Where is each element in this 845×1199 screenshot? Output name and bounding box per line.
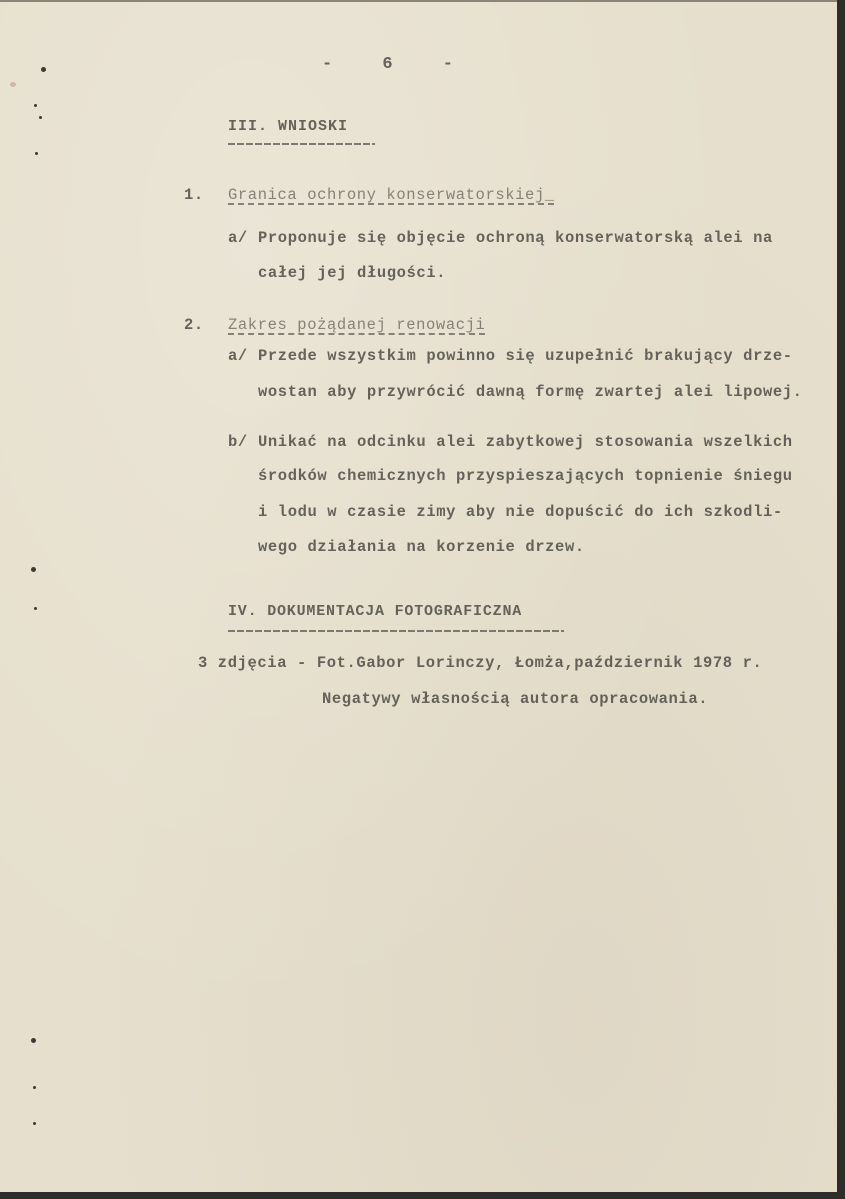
heading-underline bbox=[228, 143, 375, 145]
margin-mark bbox=[35, 152, 38, 155]
photo-documentation-line: Negatywy własnością autora opracowania. bbox=[322, 690, 709, 708]
page-number: - 6 - bbox=[322, 55, 474, 74]
point-text-line: wostan aby przywrócić dawną formę zwartej alei lipowej. bbox=[258, 383, 803, 401]
point-text-line: całej jej długości. bbox=[258, 264, 447, 282]
heading-underline bbox=[228, 630, 564, 632]
point-text-line: wego działania na korzenie drzew. bbox=[258, 538, 585, 556]
point-text-line: i lodu w czasie zimy aby nie dopuścić do ich szkodli- bbox=[258, 503, 783, 521]
margin-mark bbox=[33, 1086, 36, 1089]
point-text-line: środków chemicznych przyspieszających topnienie śniegu bbox=[258, 467, 793, 485]
margin-stain bbox=[10, 82, 16, 87]
margin-mark bbox=[31, 567, 36, 572]
margin-mark bbox=[33, 1122, 36, 1125]
item-number: 1. bbox=[184, 186, 204, 204]
margin-mark bbox=[34, 104, 37, 107]
item-title: Zakres pożądanej renowacji bbox=[228, 316, 486, 334]
photo-documentation-line: 3 zdjęcia - Fot.Gabor Lorinczy, Łomża,październik 1978 r. bbox=[198, 654, 763, 672]
section-heading: III. WNIOSKI bbox=[228, 118, 349, 135]
margin-mark bbox=[39, 116, 42, 119]
section-heading: IV. DOKUMENTACJA FOTOGRAFICZNA bbox=[228, 603, 523, 620]
margin-mark bbox=[41, 67, 46, 72]
point-label: a/ bbox=[228, 347, 248, 365]
point-label: b/ bbox=[228, 433, 248, 451]
page-top-edge bbox=[0, 0, 837, 2]
item-title: Granica ochrony konserwatorskiej_ bbox=[228, 186, 555, 204]
margin-mark bbox=[34, 607, 37, 610]
point-text-line: Przede wszystkim powinno się uzupełnić brakujący drze- bbox=[258, 347, 793, 365]
point-text-line: Unikać na odcinku alei zabytkowej stosowania wszelkich bbox=[258, 433, 793, 451]
point-label: a/ bbox=[228, 229, 248, 247]
margin-mark bbox=[31, 1038, 36, 1043]
item-number: 2. bbox=[184, 316, 204, 334]
point-text-line: Proponuje się objęcie ochroną konserwatorską alei na bbox=[258, 229, 773, 247]
